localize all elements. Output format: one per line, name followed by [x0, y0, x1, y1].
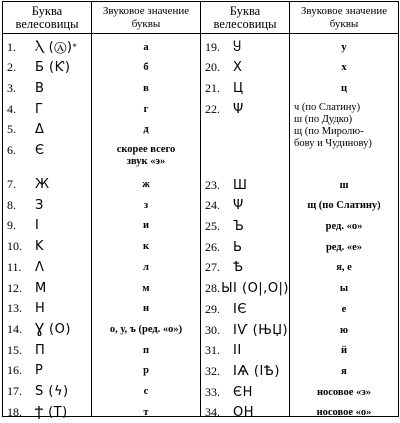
sound-value	[290, 320, 398, 340]
letter-glyph: Ж	[35, 177, 50, 192]
letter-glyph: Ψ	[233, 101, 244, 117]
sound-line: ч (по Слатину)	[294, 102, 361, 114]
footnote-mark: *	[72, 42, 77, 52]
letter-row	[3, 99, 91, 119]
sound-value	[290, 279, 398, 299]
letter-glyph: Ц	[233, 80, 244, 96]
letter-glyph: ЄН	[233, 384, 253, 400]
letter-row	[201, 279, 289, 299]
row-number: 3.	[7, 80, 16, 95]
header-row	[3, 2, 399, 34]
row-number: 30.	[205, 322, 220, 337]
header-sound-2: Звуковое значение буквы	[290, 2, 399, 34]
sound-value	[92, 382, 200, 402]
header-sound-1: Звуковое значение буквы	[92, 2, 201, 34]
sound-text: л	[143, 261, 149, 273]
sound-text: с	[143, 386, 149, 397]
sound-text: з	[143, 199, 149, 211]
letter-glyph: ΙΙ	[233, 343, 242, 359]
sound-text: носовое «о»	[316, 407, 372, 419]
letter-glyph: Μ	[35, 280, 47, 296]
letter-row	[201, 341, 289, 361]
sound-text: о, у, ъ (ред. «о»)	[109, 323, 183, 335]
letter-glyph: S (ϟ)	[35, 384, 69, 399]
right-letters	[201, 34, 290, 421]
letter-glyph: Ⴘ	[233, 39, 242, 55]
row-number: 23.	[205, 177, 220, 192]
row-number: 12.	[7, 280, 22, 295]
sound-value	[290, 175, 398, 195]
letter-row	[201, 382, 289, 402]
sound-value	[92, 278, 200, 298]
letter-glyph: Π	[35, 342, 46, 358]
letter-row	[201, 361, 289, 381]
letter-glyph: Ѣ	[233, 260, 244, 276]
row-number: 14.	[7, 321, 22, 336]
letter-glyph: Є	[35, 143, 45, 158]
letter-row	[3, 78, 91, 98]
sound-line: щ (по Миролю-	[294, 126, 364, 138]
sound-text: й	[340, 345, 348, 357]
sound-text: ред. «о»	[325, 221, 363, 232]
letter-row	[3, 382, 91, 402]
sound-text: носовое «э»	[316, 386, 372, 398]
letter-row	[3, 319, 91, 339]
sound-value	[290, 258, 398, 278]
sound-value	[92, 340, 200, 360]
sound-multiline	[117, 144, 176, 168]
sound-value	[290, 237, 398, 257]
letter-row	[3, 141, 91, 161]
sound-value	[92, 216, 200, 236]
letter-glyph: ЫІ (Ο|,Ο|)	[221, 281, 289, 297]
alphabet-table	[2, 1, 399, 421]
letter-glyph: Ъ	[233, 219, 245, 234]
sound-value	[92, 175, 200, 195]
letter-glyph: ІѦ (ІѢ)	[233, 363, 280, 379]
letter-glyph: З	[35, 197, 44, 213]
row-number: 9.	[7, 218, 16, 233]
letter-row	[201, 196, 289, 216]
sound-line: бову и Чудинову)	[294, 138, 372, 150]
letter-glyph: ІѴ (ЊЏ)	[233, 322, 289, 338]
left-sounds	[92, 34, 201, 417]
letter-glyph: Ρ	[35, 363, 44, 379]
letter-row	[201, 258, 289, 278]
letter-row	[3, 216, 91, 236]
sound-line: ш (по Дудко)	[294, 114, 353, 126]
sound-value	[92, 120, 200, 140]
row-number: 29.	[205, 301, 220, 316]
letter-glyph: Κ	[35, 239, 45, 255]
sound-text: р	[143, 365, 149, 377]
body-row	[3, 34, 399, 417]
sound-text: я	[341, 365, 347, 377]
letter-row	[3, 175, 91, 195]
letter-glyph: Б (Ƙ)	[35, 60, 71, 76]
sound-text: и	[142, 220, 150, 232]
letter-glyph: Λ	[35, 259, 45, 275]
sound-text: п	[142, 344, 150, 356]
row-number: 6.	[7, 143, 16, 157]
letter-glyph: Δ	[35, 122, 45, 138]
letter-glyph: Ь	[233, 239, 243, 255]
row-number: 22.	[205, 101, 220, 116]
letter-row	[3, 195, 91, 215]
letter-row	[3, 58, 91, 78]
letter-glyph: Γ	[35, 101, 43, 117]
letter-row	[201, 78, 289, 98]
sound-value	[92, 402, 200, 422]
sound-value	[92, 37, 200, 57]
sound-text: ц	[340, 82, 348, 94]
letter-row	[201, 320, 289, 340]
row-number: 26.	[205, 239, 220, 254]
letter-row	[3, 120, 91, 140]
sound-value	[290, 196, 398, 216]
sound-text: ред. «е»	[325, 241, 363, 253]
sound-value	[92, 257, 200, 277]
sound-value	[92, 361, 200, 381]
sound-text: м	[142, 282, 150, 294]
row-number: 24.	[205, 198, 220, 213]
sound-value	[92, 99, 200, 119]
letter-row	[201, 175, 289, 195]
row-number: 10.	[7, 239, 22, 254]
letter-glyph: ІЄ	[233, 301, 247, 317]
row-number: 33.	[205, 384, 220, 399]
row-number: 15.	[7, 342, 22, 357]
letter-glyph: Ϯ (Т)	[35, 404, 68, 420]
sound-value	[92, 299, 200, 319]
row-number: 13.	[7, 301, 22, 316]
letter-glyph: Β	[35, 80, 45, 96]
row-number: 25.	[205, 219, 220, 233]
letter-row	[201, 58, 289, 78]
letter-glyph: Ι	[35, 218, 40, 234]
letter-glyph: Η	[35, 301, 46, 317]
sound-value	[92, 237, 200, 257]
sound-text: х	[341, 62, 347, 74]
sound-text: ы	[339, 283, 349, 295]
sound-value	[290, 58, 398, 78]
sound-value	[290, 37, 398, 57]
sound-text: д	[143, 124, 149, 136]
letter-row	[201, 237, 289, 257]
sound-value	[290, 99, 398, 150]
sound-text: у	[341, 41, 347, 53]
letter-row	[201, 299, 289, 319]
letter-row	[3, 278, 91, 298]
row-number: 34.	[205, 405, 220, 420]
row-number: 31.	[205, 343, 220, 358]
row-number: 4.	[7, 101, 16, 116]
letter-glyph: Ψ	[233, 198, 244, 214]
sound-text: ж	[142, 179, 150, 190]
sound-value	[92, 141, 200, 168]
row-number: 11.	[7, 259, 22, 274]
letter-glyph: ОН	[233, 405, 255, 421]
sound-text: н	[142, 303, 150, 315]
row-number: 2.	[7, 60, 16, 75]
row-number: 1.	[7, 39, 16, 54]
letter-row	[3, 37, 91, 57]
row-number: 5.	[7, 122, 16, 137]
sound-value	[92, 78, 200, 98]
letter-glyph: Χ	[233, 60, 243, 76]
letter-glyph: Ⲗ (Ⓐ)	[35, 39, 73, 55]
sound-value	[290, 382, 398, 402]
letter-row	[3, 257, 91, 277]
sound-text: ш	[339, 179, 349, 191]
sound-value	[92, 58, 200, 78]
sound-line: звук «э»	[126, 155, 166, 167]
row-number: 21.	[205, 80, 220, 95]
row-number: 8.	[7, 197, 16, 212]
letter-row	[3, 402, 91, 422]
letter-glyph: Ш	[233, 177, 248, 193]
row-number: 17.	[7, 384, 22, 398]
left-letters	[3, 34, 92, 420]
sound-value	[92, 195, 200, 215]
letter-row	[3, 361, 91, 381]
sound-value	[290, 78, 398, 98]
letter-row	[3, 237, 91, 257]
sound-text: б	[143, 62, 149, 74]
row-number: 20.	[205, 60, 220, 75]
sound-text: я, е	[336, 262, 352, 274]
sound-value	[290, 299, 398, 319]
letter-row	[3, 299, 91, 319]
header-letter-1: Буква велесовицы	[3, 2, 92, 34]
header-letter-2: Буква велесовицы	[201, 2, 290, 34]
sound-text: е	[341, 303, 347, 315]
letter-glyph: Ɣ (Ο)	[35, 321, 71, 337]
row-number: 28.	[205, 281, 220, 296]
row-number: 32.	[205, 363, 220, 378]
sound-multiline	[294, 102, 372, 150]
sound-value	[290, 361, 398, 381]
sound-text: в	[143, 82, 149, 94]
sound-value	[92, 319, 200, 339]
sound-text: щ (по Слатину)	[307, 200, 381, 212]
sound-text: т	[143, 406, 149, 418]
sound-text: к	[142, 241, 150, 253]
sound-text: г	[143, 103, 149, 115]
row-number: 16.	[7, 363, 22, 378]
row-number: 27.	[205, 260, 220, 275]
letter-row	[201, 37, 289, 57]
row-number: 7.	[7, 177, 16, 191]
row-number: 19.	[205, 39, 220, 54]
letter-row	[3, 340, 91, 360]
sound-text: ю	[339, 324, 349, 336]
right-sounds	[290, 34, 399, 417]
sound-value	[290, 341, 398, 361]
sound-line: скорее всего	[116, 143, 176, 155]
letter-row	[201, 217, 289, 237]
sound-value	[290, 217, 398, 237]
sound-text: а	[143, 41, 149, 53]
row-number: 18.	[7, 404, 22, 419]
letter-row	[201, 99, 289, 119]
